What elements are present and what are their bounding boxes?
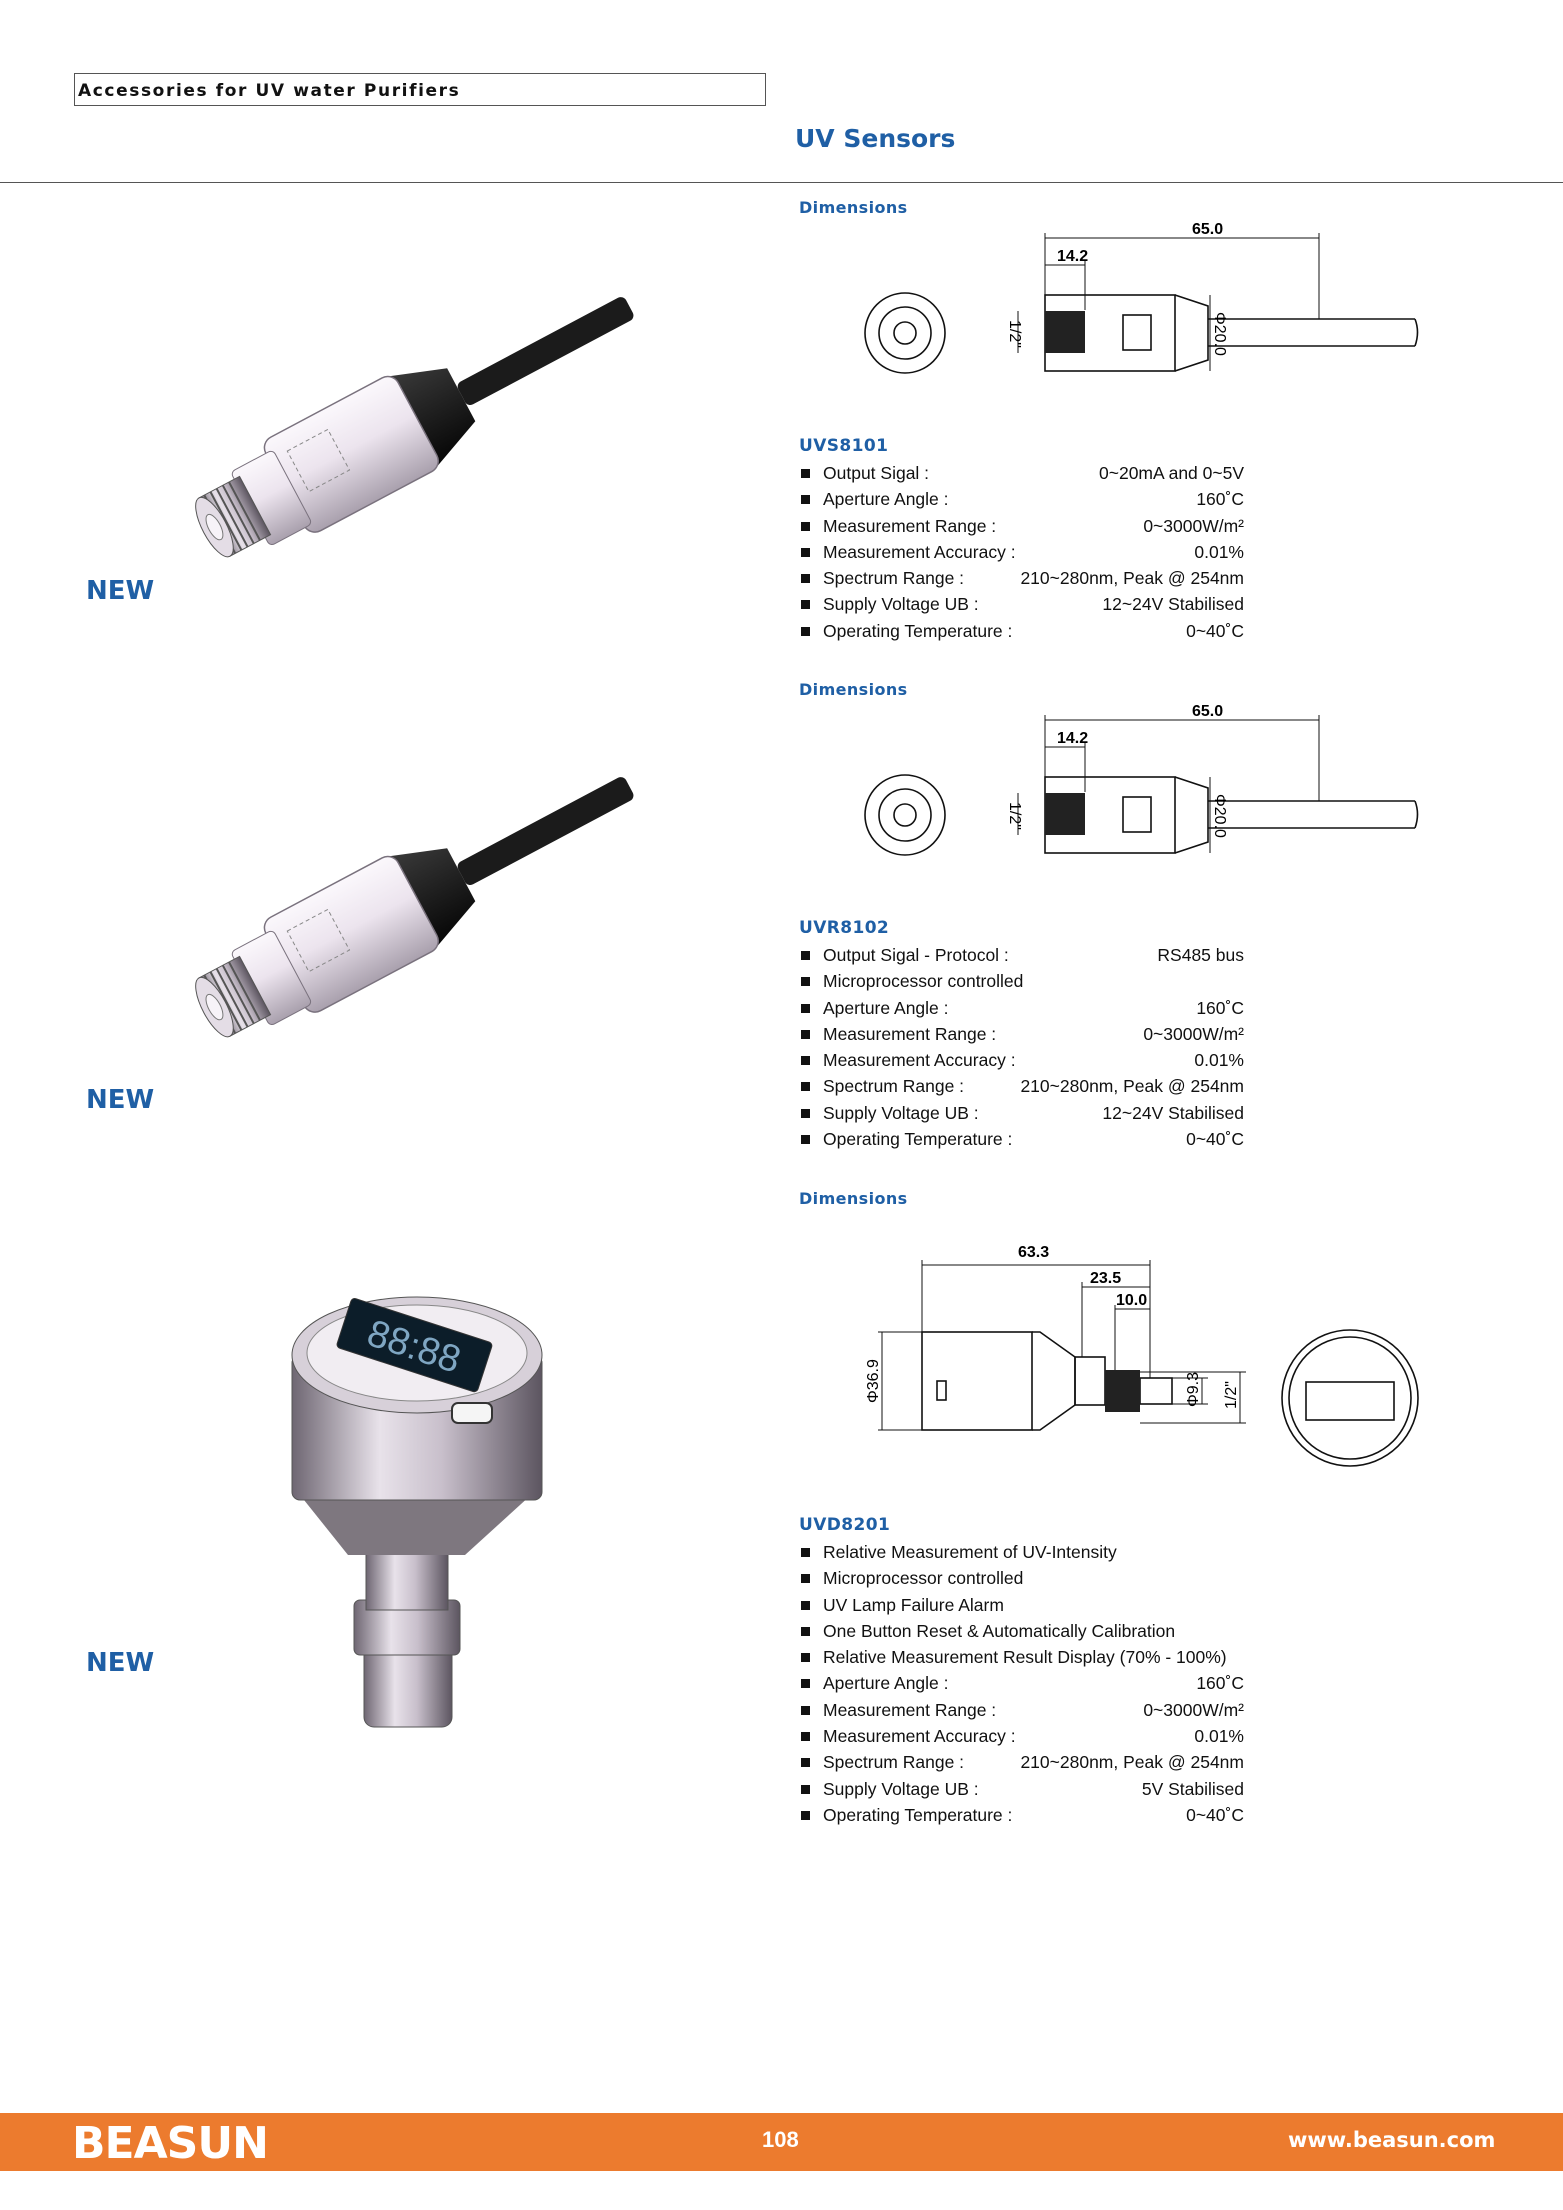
spec-item: Operating Temperature : 0~40˚C [799,618,1244,644]
dim-thread: 1/2" [1006,802,1023,830]
spec-item: Measurement Accuracy : 0.01% [799,1047,1244,1073]
new-badge: NEW [86,1085,155,1115]
spec-item: Microprocessor controlled [799,968,1244,994]
dimensions-label: Dimensions [799,1189,908,1208]
spec-item: Operating Temperature : 0~40˚C [799,1802,1244,1828]
spec-item: Relative Measurement of UV-Intensity [799,1539,1244,1565]
brand-logo: BEASUN [72,2118,268,2169]
spec-item: Measurement Range : 0~3000W/m² [799,1697,1244,1723]
spec-item: Aperture Angle : 160˚C [799,486,1244,512]
section-title-box [74,73,766,106]
new-badge: NEW [86,1648,155,1678]
spec-item: Measurement Accuracy : 0.01% [799,1723,1244,1749]
new-badge: NEW [86,576,155,606]
spec-item: Measurement Range : 0~3000W/m² [799,513,1244,539]
dim-length: 65.0 [1192,703,1224,720]
spec-item: Spectrum Range : 210~280nm, Peak @ 254nm [799,1073,1244,1099]
spec-item: Measurement Accuracy : 0.01% [799,539,1244,565]
dim-diameter: Φ20.0 [1211,794,1228,838]
spec-item: Aperture Angle : 160˚C [799,995,1244,1021]
dim-diameter: Φ36.9 [865,1359,882,1403]
spec-item: UV Lamp Failure Alarm [799,1592,1244,1618]
dim-thread: 1/2" [1223,1381,1240,1409]
display-digits: 88:88 [362,1312,466,1382]
dim-length: 63.3 [1018,1244,1050,1261]
dim-mid: 23.5 [1090,1270,1122,1287]
dimensions-label: Dimensions [799,198,908,217]
spec-item: Supply Voltage UB : 5V Stabilised [799,1776,1244,1802]
website-link[interactable]: www.beasun.com [1288,2128,1496,2152]
page-title: UV Sensors [795,124,956,153]
dim-thread-length: 14.2 [1057,730,1089,747]
uvr8102-sensor-image [170,770,660,1040]
model-name: UVR8102 [799,918,890,938]
spec-item: Output Sigal - Protocol : RS485 bus [799,942,1244,968]
spec-item: Output Sigal : 0~20mA and 0~5V [799,460,1244,486]
dim-thread: 1/2" [1006,320,1023,348]
spec-item: Microprocessor controlled [799,1565,1244,1591]
dim-tip: 10.0 [1116,1292,1148,1309]
spec-item: Spectrum Range : 210~280nm, Peak @ 254nm [799,1749,1244,1775]
uvd8201-sensor-image [280,1285,560,1745]
uvd8201-spec-list [799,1539,1244,1828]
uvr8102-spec-list [799,942,1244,1152]
dim-tip-diameter: Φ9.3 [1185,1371,1202,1407]
uvs8101-sensor-image [170,290,660,560]
header-divider [0,182,1563,183]
model-name: UVD8201 [799,1515,891,1535]
uvr8102-dimension-drawing [860,700,1430,870]
dim-length: 65.0 [1192,221,1224,238]
spec-item: Operating Temperature : 0~40˚C [799,1126,1244,1152]
spec-item: Aperture Angle : 160˚C [799,1670,1244,1696]
page-number: 108 [762,2127,799,2152]
dimensions-label: Dimensions [799,680,908,699]
uvd8201-dimension-drawing [860,1235,1430,1480]
dim-thread-length: 14.2 [1057,248,1089,265]
spec-item: One Button Reset & Automatically Calibration [799,1618,1244,1644]
spec-item: Spectrum Range : 210~280nm, Peak @ 254nm [799,565,1244,591]
spec-item: Supply Voltage UB : 12~24V Stabilised [799,591,1244,617]
dim-diameter: Φ20.0 [1211,312,1228,356]
uvs8101-dimension-drawing [860,218,1430,388]
spec-item: Measurement Range : 0~3000W/m² [799,1021,1244,1047]
spec-item: Relative Measurement Result Display (70% - 100%) [799,1644,1244,1670]
spec-item: Supply Voltage UB : 12~24V Stabilised [799,1100,1244,1126]
uvs8101-spec-list [799,460,1244,644]
section-title: Accessories for UV water Purifiers [78,81,461,101]
model-name: UVS8101 [799,436,889,456]
